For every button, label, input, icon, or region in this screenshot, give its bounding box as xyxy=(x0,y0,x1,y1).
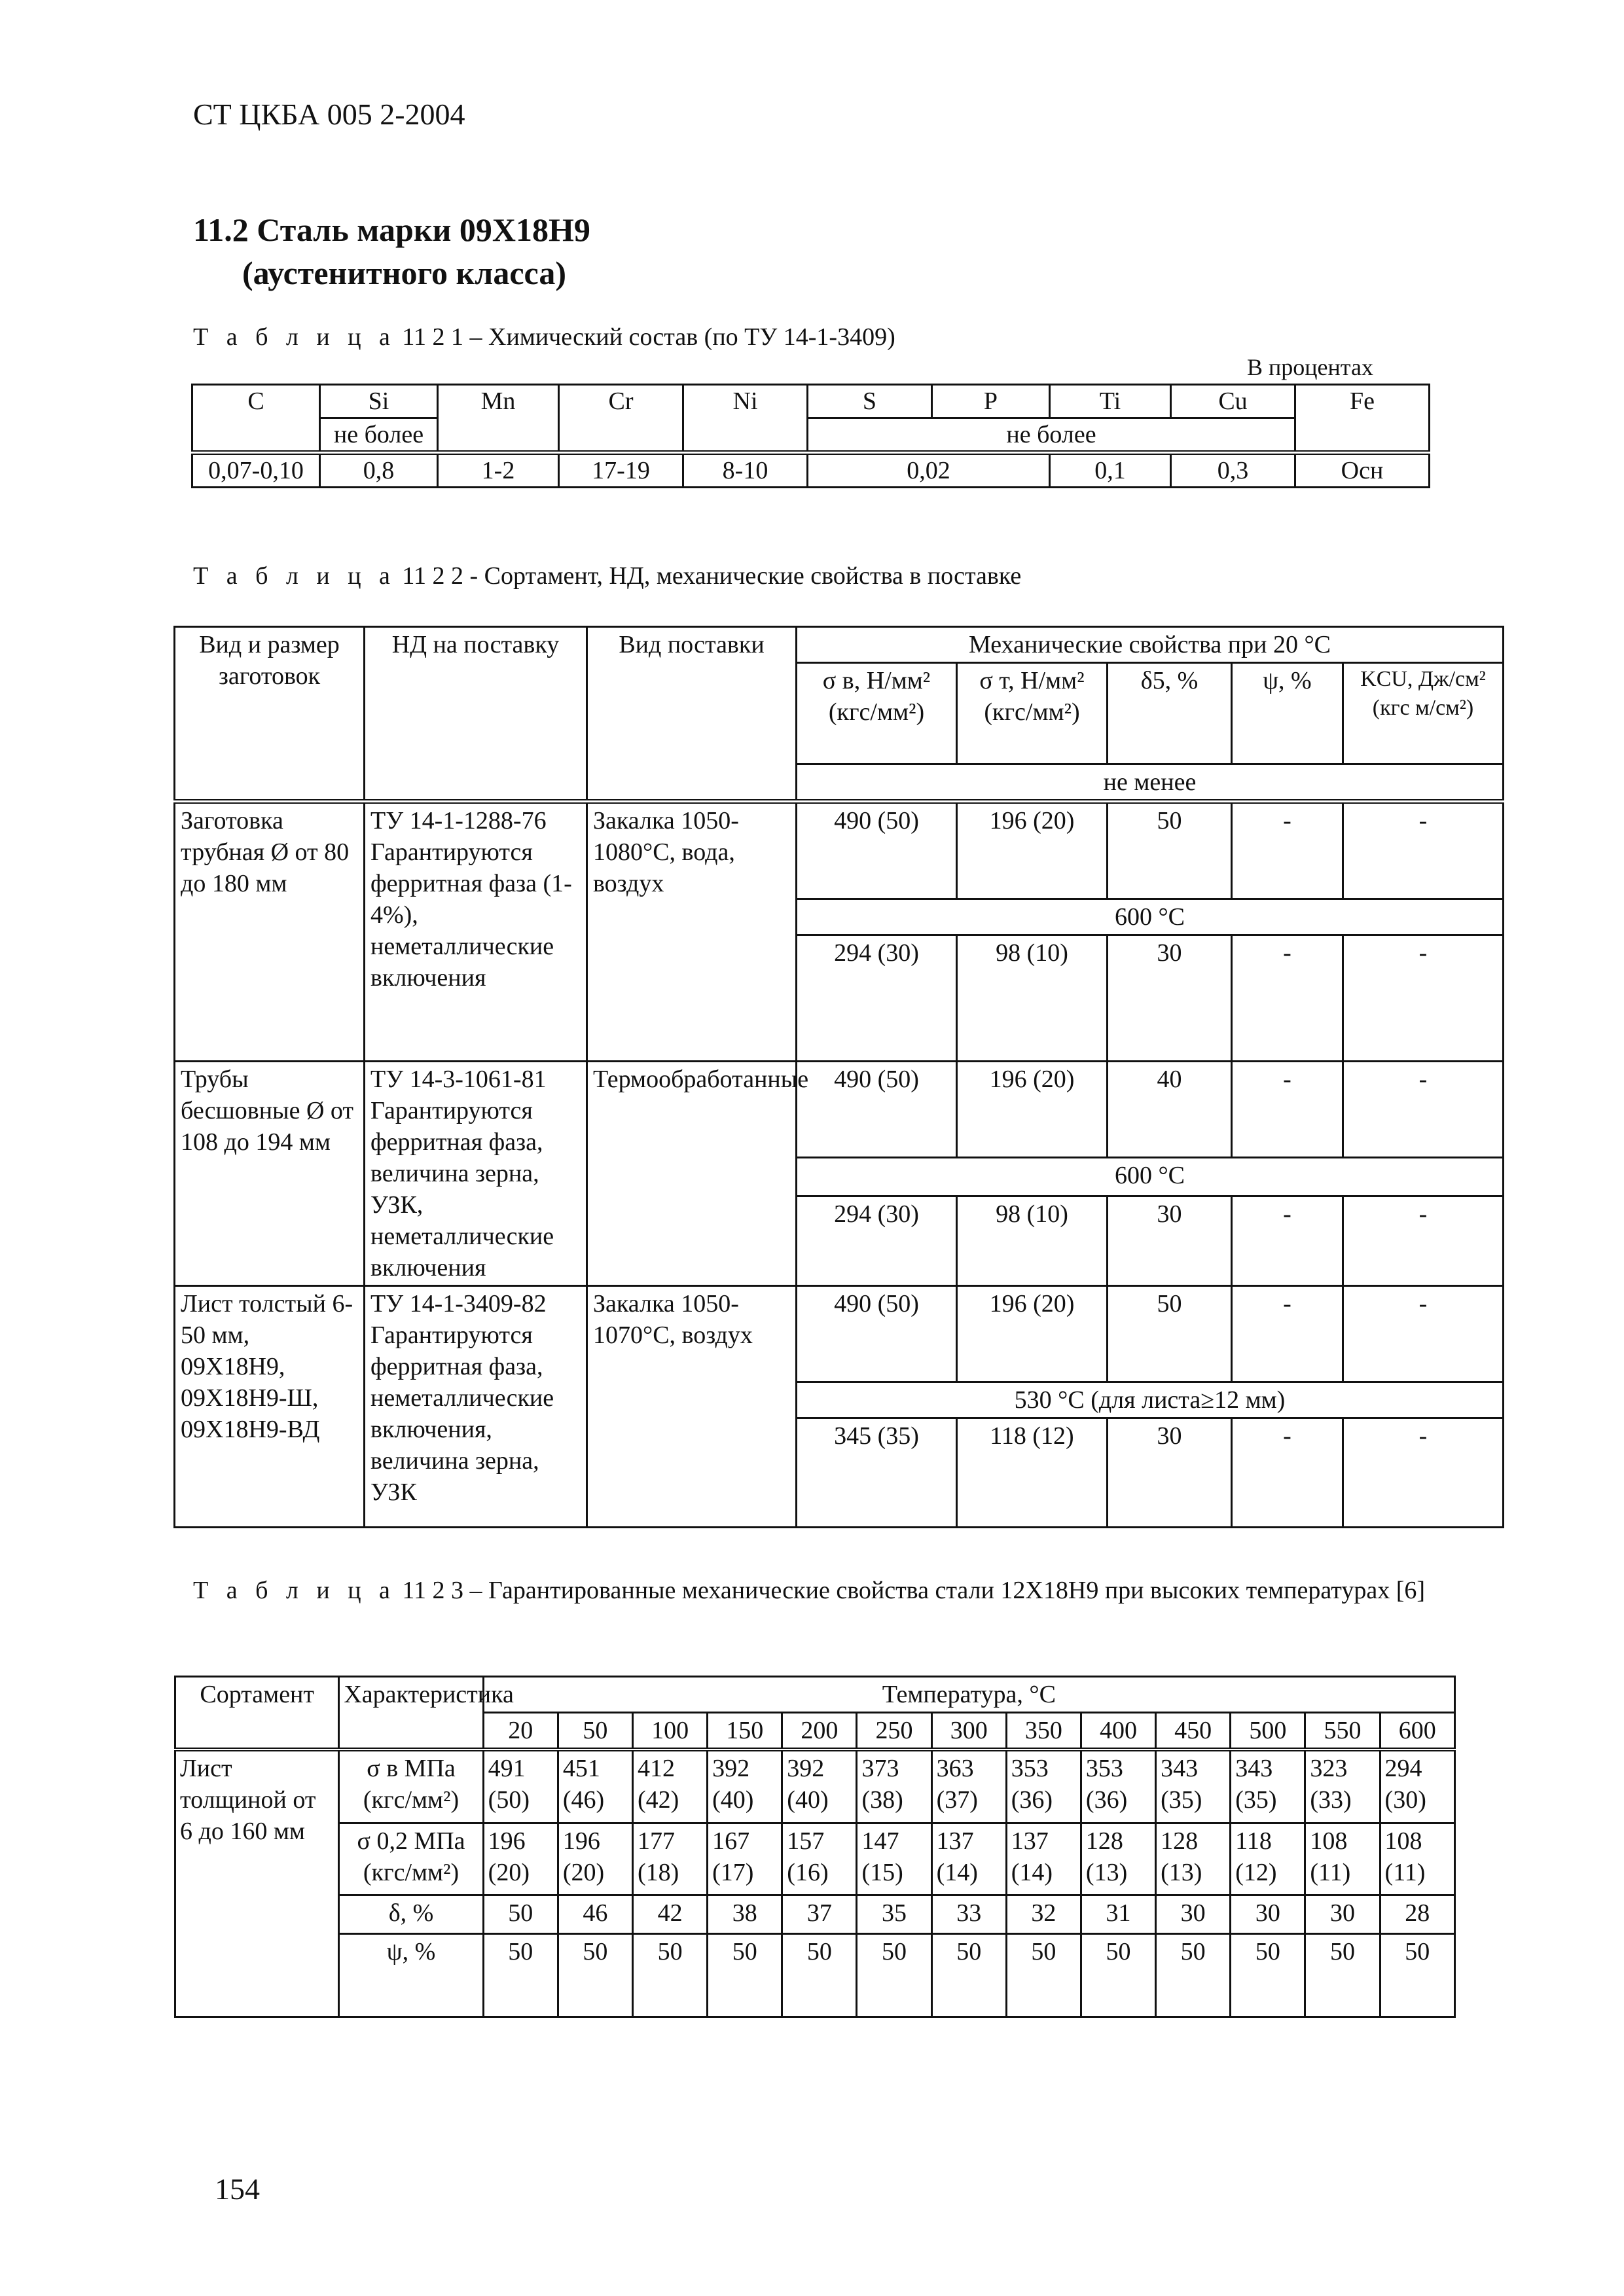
t3-temp: 450 xyxy=(1156,1713,1231,1750)
t3-row-label-psi: ψ, % xyxy=(339,1934,483,2017)
t2-row1-delta-hot: 30 xyxy=(1108,935,1232,1062)
t3-cell: 118 (12) xyxy=(1231,1823,1305,1895)
t2-row1-kcu: - xyxy=(1343,802,1504,899)
t3-cell: 50 xyxy=(1231,1934,1305,2017)
t1-value-mn: 1-2 xyxy=(438,453,559,488)
t3-cell: 128 (13) xyxy=(1081,1823,1155,1895)
t3-cell: 108 (11) xyxy=(1380,1823,1454,1895)
t3-cell: 363 (37) xyxy=(931,1749,1006,1823)
t3-cell: 147 (15) xyxy=(857,1823,931,1895)
t1-value-cu: 0,3 xyxy=(1171,453,1295,488)
t2-row1-sv-hot: 294 (30) xyxy=(797,935,957,1062)
table1-caption-num: 11 2 1 xyxy=(402,323,464,351)
t3-temp: 200 xyxy=(782,1713,857,1750)
t3-cell: 343 (35) xyxy=(1231,1749,1305,1823)
t3-cell: 50 xyxy=(857,1934,931,2017)
t1-header-fe: Fe xyxy=(1295,385,1430,453)
t3-temp: 400 xyxy=(1081,1713,1155,1750)
t3-cell: 37 xyxy=(782,1895,857,1934)
t2-row2-nd: ТУ 14-3-1061-81 Гарантируются ферритная фаза, величина зерна, УЗК, неметаллические включения xyxy=(365,1062,587,1286)
t3-header-characteristic: Характеристика xyxy=(339,1677,483,1750)
t3-row-label-sigma-v: σ в МПа (кгс/мм²) xyxy=(339,1749,483,1823)
t3-cell: 50 xyxy=(1081,1934,1155,2017)
t3-row-label-delta: δ, % xyxy=(339,1895,483,1934)
section-title-line2: (аустенитного класса) xyxy=(242,255,566,291)
t3-cell: 50 xyxy=(632,1934,707,2017)
t2-header-vid-postavki: Вид поставки xyxy=(587,627,797,802)
t2-row1-delta: 50 xyxy=(1108,802,1232,899)
table2-caption-num: 11 2 2 xyxy=(402,562,464,590)
t1-value-c: 0,07-0,10 xyxy=(192,453,320,488)
t3-cell: 30 xyxy=(1305,1895,1380,1934)
t2-row2-psi-hot: - xyxy=(1232,1196,1343,1286)
t2-row1-psi: - xyxy=(1232,802,1343,899)
t2-row2-postavka: Термообработанные xyxy=(587,1062,797,1286)
t2-row2-kcu: - xyxy=(1343,1062,1504,1158)
t3-cell: 196 (20) xyxy=(483,1823,558,1895)
t1-header-cr: Cr xyxy=(559,385,683,453)
t3-cell: 353 (36) xyxy=(1006,1749,1081,1823)
t3-cell: 196 (20) xyxy=(558,1823,632,1895)
t2-row2-delta-hot: 30 xyxy=(1108,1196,1232,1286)
t3-cell: 451 (46) xyxy=(558,1749,632,1823)
t2-row2-sv-hot: 294 (30) xyxy=(797,1196,957,1286)
t3-cell: 323 (33) xyxy=(1305,1749,1380,1823)
t3-sortament: Лист толщиной от 6 до 160 мм xyxy=(175,1749,339,2017)
t1-header-mn: Mn xyxy=(438,385,559,453)
section-title-line1: 11.2 Сталь марки 09Х18Н9 xyxy=(193,211,590,248)
table1-chemical-composition xyxy=(191,384,1430,488)
t3-temp: 100 xyxy=(632,1713,707,1750)
t3-temp: 20 xyxy=(483,1713,558,1750)
t2-header-mech: Механические свойства при 20 °С xyxy=(797,627,1504,663)
t2-header-nd: НД на поставку xyxy=(365,627,587,802)
t1-header-p: P xyxy=(932,385,1050,418)
t2-row3-kcu-hot: - xyxy=(1343,1418,1504,1528)
t2-row1-vid: Заготовка трубная Ø от 80 до 180 мм xyxy=(175,802,365,1062)
t2-row3-temp: 530 °С (для листа≥12 мм) xyxy=(797,1382,1504,1418)
t2-row1-temp: 600 °С xyxy=(797,899,1504,935)
t3-cell: 50 xyxy=(1006,1934,1081,2017)
t2-row3-postavka: Закалка 1050-1070°С, воздух xyxy=(587,1286,797,1528)
t2-row1-nd: ТУ 14-1-1288-76 Гарантируются ферритная фаза (1-4%), неметаллические включения xyxy=(365,802,587,1062)
table1-caption-prefix: Т а б л и ц а xyxy=(193,323,396,351)
t3-cell: 50 xyxy=(782,1934,857,2017)
t3-cell: 167 (17) xyxy=(708,1823,782,1895)
t1-subheader-right: не более xyxy=(808,418,1295,453)
t2-row3-sv: 490 (50) xyxy=(797,1286,957,1382)
t1-value-fe: Осн xyxy=(1295,453,1430,488)
t3-cell: 31 xyxy=(1081,1895,1155,1934)
t2-row2-psi: - xyxy=(1232,1062,1343,1158)
t3-cell: 50 xyxy=(483,1895,558,1934)
t2-row2-kcu-hot: - xyxy=(1343,1196,1504,1286)
t1-header-c: C xyxy=(192,385,320,453)
document-header: СТ ЦКБА 005 2-2004 xyxy=(193,98,465,131)
t3-cell: 50 xyxy=(1305,1934,1380,2017)
t3-temp: 500 xyxy=(1231,1713,1305,1750)
t3-temp: 150 xyxy=(708,1713,782,1750)
t3-cell: 50 xyxy=(708,1934,782,2017)
t2-row1-st-hot: 98 (10) xyxy=(957,935,1108,1062)
t1-header-s: S xyxy=(808,385,932,418)
t2-header-sigma-v: σ в, Н/мм² (кгс/мм²) xyxy=(797,663,957,764)
table2-assortment xyxy=(173,626,1504,1528)
t3-cell: 294 (30) xyxy=(1380,1749,1454,1823)
t1-header-si: Si xyxy=(320,385,438,418)
t3-temp: 350 xyxy=(1006,1713,1081,1750)
t2-row3-st-hot: 118 (12) xyxy=(957,1418,1108,1528)
t1-header-ni: Ni xyxy=(683,385,808,453)
t3-cell: 353 (36) xyxy=(1081,1749,1155,1823)
t3-cell: 50 xyxy=(1156,1934,1231,2017)
t2-header-sigma-t: σ т, Н/мм² (кгс/мм²) xyxy=(957,663,1108,764)
t2-row1-kcu-hot: - xyxy=(1343,935,1504,1062)
page-number: 154 xyxy=(215,2172,260,2206)
t2-row3-st: 196 (20) xyxy=(957,1286,1108,1382)
t3-header-temperature: Температура, °С xyxy=(483,1677,1454,1713)
t3-cell: 392 (40) xyxy=(708,1749,782,1823)
t3-cell: 38 xyxy=(708,1895,782,1934)
t2-header-kcu: KCU, Дж/см² (кгс м/см²) xyxy=(1343,663,1504,764)
t3-cell: 412 (42) xyxy=(632,1749,707,1823)
table2-caption-text: - Сортамент, НД, механические свойства в поставке xyxy=(469,562,1022,590)
table3-caption-text: – Гарантированные механические свойства стали 12Х18Н9 при высоких температурах [6] xyxy=(469,1577,1426,1604)
t2-row2-temp: 600 °С xyxy=(797,1158,1504,1196)
t2-row3-delta: 50 xyxy=(1108,1286,1232,1382)
t3-cell: 108 (11) xyxy=(1305,1823,1380,1895)
t3-cell: 35 xyxy=(857,1895,931,1934)
t3-header-sortament: Сортамент xyxy=(175,1677,339,1750)
t3-temp: 550 xyxy=(1305,1713,1380,1750)
t3-cell: 50 xyxy=(931,1934,1006,2017)
t3-cell: 373 (38) xyxy=(857,1749,931,1823)
t2-row3-sv-hot: 345 (35) xyxy=(797,1418,957,1528)
t2-row2-st: 196 (20) xyxy=(957,1062,1108,1158)
t2-row2-vid: Трубы бесшовные Ø от 108 до 194 мм xyxy=(175,1062,365,1286)
t3-cell: 137 (14) xyxy=(931,1823,1006,1895)
t2-row1-psi-hot: - xyxy=(1232,935,1343,1062)
t2-row1-postavka: Закалка 1050-1080°С, вода, воздух xyxy=(587,802,797,1062)
t3-temp: 250 xyxy=(857,1713,931,1750)
t2-row2-delta: 40 xyxy=(1108,1062,1232,1158)
t3-cell: 32 xyxy=(1006,1895,1081,1934)
t3-cell: 177 (18) xyxy=(632,1823,707,1895)
t3-cell: 392 (40) xyxy=(782,1749,857,1823)
table1-caption xyxy=(193,323,895,351)
t1-header-cu: Cu xyxy=(1171,385,1295,418)
table2-caption-prefix: Т а б л и ц а xyxy=(193,562,396,590)
t2-header-delta: δ5, % xyxy=(1108,663,1232,764)
t3-cell: 491 (50) xyxy=(483,1749,558,1823)
t1-value-cr: 17-19 xyxy=(559,453,683,488)
table2-caption xyxy=(193,562,1021,590)
table1-units: В процентах xyxy=(1247,354,1373,380)
t3-cell: 28 xyxy=(1380,1895,1454,1934)
t3-cell: 50 xyxy=(1380,1934,1454,2017)
t1-header-ti: Ti xyxy=(1050,385,1171,418)
t3-row-label-sigma-02: σ 0,2 МПа (кгс/мм²) xyxy=(339,1823,483,1895)
t3-temp: 300 xyxy=(931,1713,1006,1750)
t2-row3-delta-hot: 30 xyxy=(1108,1418,1232,1528)
t3-cell: 33 xyxy=(931,1895,1006,1934)
t2-row2-sv: 490 (50) xyxy=(797,1062,957,1158)
t2-row1-st: 196 (20) xyxy=(957,802,1108,899)
t1-value-si: 0,8 xyxy=(320,453,438,488)
t3-cell: 343 (35) xyxy=(1156,1749,1231,1823)
t3-temp: 50 xyxy=(558,1713,632,1750)
t2-row3-psi-hot: - xyxy=(1232,1418,1343,1528)
t3-cell: 30 xyxy=(1231,1895,1305,1934)
t3-cell: 30 xyxy=(1156,1895,1231,1934)
t1-value-ni: 8-10 xyxy=(683,453,808,488)
t2-row3-psi: - xyxy=(1232,1286,1343,1382)
table3-caption-num: 11 2 3 xyxy=(402,1577,464,1604)
t2-row2-st-hot: 98 (10) xyxy=(957,1196,1108,1286)
section-title xyxy=(193,208,590,295)
table3-caption xyxy=(193,1576,1425,1605)
t3-cell: 46 xyxy=(558,1895,632,1934)
t3-cell: 137 (14) xyxy=(1006,1823,1081,1895)
t2-row3-kcu: - xyxy=(1343,1286,1504,1382)
t1-value-s-p: 0,02 xyxy=(808,453,1050,488)
t2-row3-nd: ТУ 14-1-3409-82 Гарантируются ферритная фаза, неметаллические включения, величина зерна, УЗК xyxy=(365,1286,587,1528)
table3-high-temperature-properties xyxy=(174,1676,1456,2018)
t2-header-min: не менее xyxy=(797,764,1504,802)
t2-header-vid-razmer: Вид и размер заготовок xyxy=(175,627,365,802)
t3-cell: 50 xyxy=(558,1934,632,2017)
t2-row1-sv: 490 (50) xyxy=(797,802,957,899)
table1-caption-text: – Химический состав (по ТУ 14-1-3409) xyxy=(469,323,895,351)
t2-row3-vid: Лист толстый 6-50 мм, 09Х18Н9, 09Х18Н9-Ш, 09Х18Н9-ВД xyxy=(175,1286,365,1528)
t3-temp: 600 xyxy=(1380,1713,1454,1750)
t3-cell: 157 (16) xyxy=(782,1823,857,1895)
t3-cell: 50 xyxy=(483,1934,558,2017)
t1-subheader-left: не более xyxy=(320,418,438,453)
t3-cell: 128 (13) xyxy=(1156,1823,1231,1895)
table3-caption-prefix: Т а б л и ц а xyxy=(193,1577,396,1604)
t1-value-ti: 0,1 xyxy=(1050,453,1171,488)
t2-header-psi: ψ, % xyxy=(1232,663,1343,764)
t3-cell: 42 xyxy=(632,1895,707,1934)
